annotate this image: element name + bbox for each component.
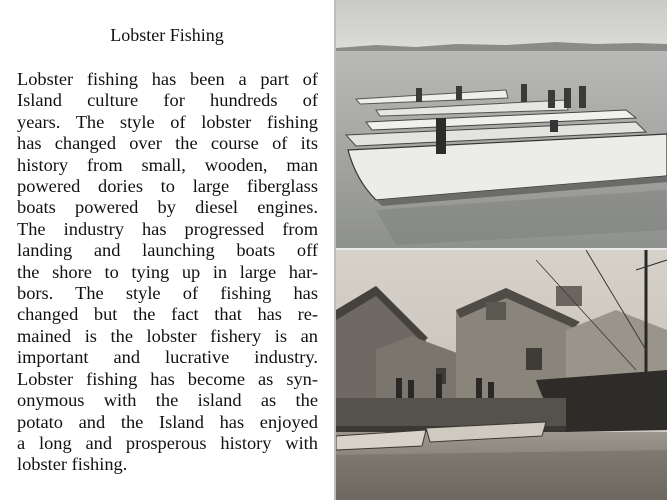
paragraph-line: important and lucrative industry. [17,347,318,368]
paragraph-line: mained is the lobster fishery is an [17,325,318,346]
paragraph-line: potato and the Island has enjoyed [17,411,318,432]
paragraph-line: years. The style of lobster fishing [17,111,318,132]
photo-boats [336,0,667,248]
page-title: Lobster Fishing [110,25,224,45]
paragraph-line: Lobster fishing has become as syn- [17,368,318,389]
body-paragraph [17,69,318,476]
paragraph-line: The industry has progressed from [17,218,318,239]
paragraph-line: the shore to tying up in large har- [17,261,318,282]
paragraph-line: onymous with the island as the [17,390,318,411]
paragraph-line: bors. The style of fishing has [17,283,318,304]
paragraph-line: has changed over the course of its [17,133,318,154]
paragraph-line: changed but the fact that has re- [17,304,318,325]
paragraph-line: history from small, wooden, man [17,154,318,175]
paragraph-line: powered dories to large fiberglass [17,176,318,197]
photo-wharf [336,250,667,500]
paragraph-line: Island culture for hundreds of [17,90,318,111]
paragraph-line: lobster fishing. [17,454,128,475]
paragraph-line: boats powered by diesel engines. [17,197,318,218]
paragraph-line: Lobster fishing has been a part of [17,69,318,89]
paragraph-line: a long and prosperous history with [17,432,318,453]
paragraph-line: landing and launching boats off [17,240,318,261]
